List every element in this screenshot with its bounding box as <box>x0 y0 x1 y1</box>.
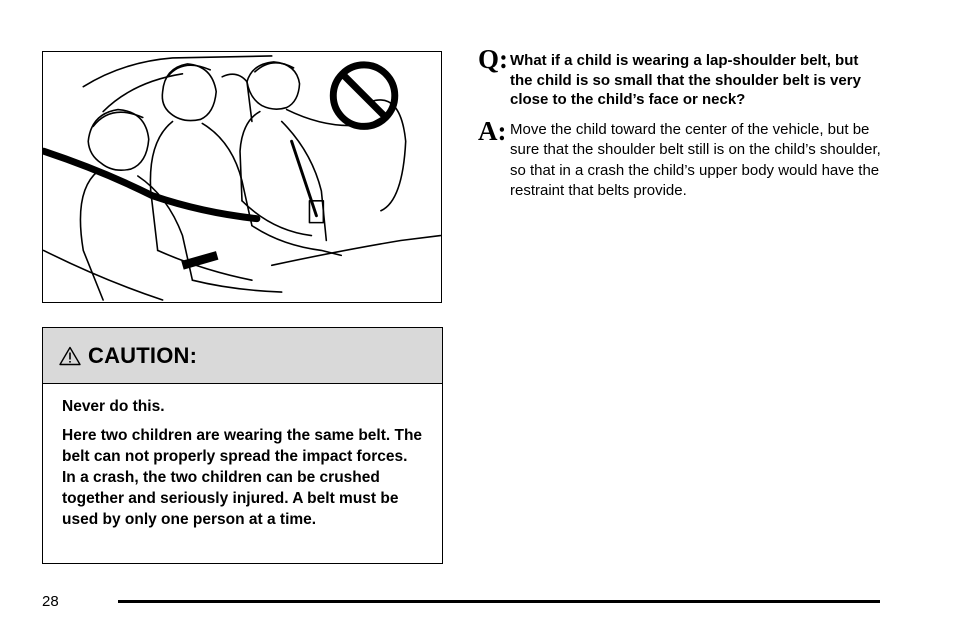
caution-paragraph: Here two children are wearing the same belt. The belt can not properly spread the impact forces. In a crash, the two children can be crushed together and seriously injured. A belt must be used by only one person at a time. <box>62 427 423 528</box>
question-text: What if a child is wearing a lap-shoulder belt, but the child is so small that the shoulder belt is very close to the child’s face or neck? <box>510 52 861 108</box>
question-answer <box>478 46 888 202</box>
question-label: Q: <box>478 44 508 74</box>
illustration-drawing <box>43 52 441 302</box>
caution-body <box>43 384 442 530</box>
caution-paragraph: Never do this. <box>62 398 165 415</box>
caution-title: CAUTION: <box>88 342 198 368</box>
footer-rule <box>118 600 880 603</box>
caution-header <box>43 328 442 384</box>
illustration-two-children-one-belt <box>42 51 442 303</box>
caution-box <box>42 327 443 564</box>
no-symbol-icon <box>333 65 395 127</box>
page-number: 28 <box>42 593 59 610</box>
answer-text: Move the child toward the center of the vehicle, but be sure that the shoulder belt still is on the child’s shoulder, so that in a crash the child’s upper body would have the restraint that belts provide. <box>510 120 881 199</box>
answer-label: A: <box>478 115 507 146</box>
question-row <box>478 46 888 110</box>
warning-triangle-icon <box>59 346 81 366</box>
answer-row <box>478 115 888 202</box>
